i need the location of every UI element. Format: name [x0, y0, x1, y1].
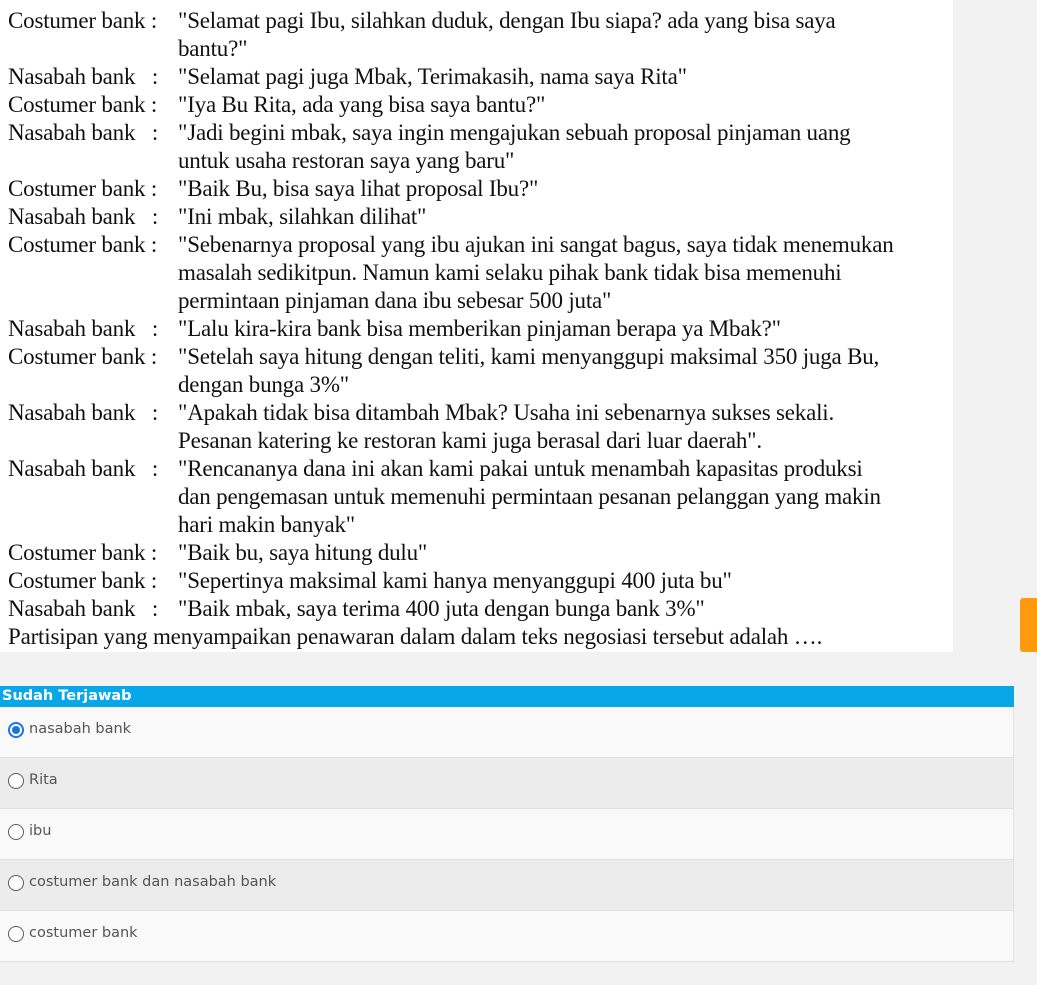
speech-text: "Baik mbak, saya terima 400 juta dengan bunga bank 3%" — [178, 596, 705, 621]
speech-text: "Iya Bu Rita, ada yang bisa saya bantu?" — [178, 92, 546, 117]
speaker-label: Costumer bank : — [8, 8, 158, 33]
speech-text: "Sebenarnya proposal yang ibu ajukan ini sangat bagus, saya tidak menemukan masalah sedikitpun. Namun kami selaku pihak bank tidak bisa memenuhi permintaan pinjaman dana ibu sebesar 500 juta" — [178, 232, 894, 313]
answer-option-label: Rita — [29, 772, 58, 788]
radio-icon[interactable] — [8, 773, 24, 789]
answer-panel — [0, 686, 1014, 962]
dialog-line — [8, 399, 953, 455]
answer-option[interactable] — [0, 860, 1014, 911]
dialog-line — [8, 7, 953, 63]
answer-option[interactable] — [0, 758, 1014, 809]
answer-option-label: ibu — [29, 823, 52, 839]
dialog-line — [8, 231, 953, 315]
dialog-line — [8, 203, 953, 231]
dialog-line — [8, 63, 953, 91]
dialog-line — [8, 539, 953, 567]
speaker-label: Nasabah bank : — [8, 400, 159, 425]
radio-icon[interactable] — [8, 926, 24, 942]
speaker-label: Nasabah bank : — [8, 456, 159, 481]
dialog-line — [8, 315, 953, 343]
answer-option-label: nasabah bank — [29, 721, 132, 737]
dialog-line — [8, 567, 953, 595]
dialog-line — [8, 91, 953, 119]
speech-text: "Baik bu, saya hitung dulu" — [178, 540, 428, 565]
speaker-label: Nasabah bank : — [8, 204, 159, 229]
answer-option[interactable] — [0, 707, 1014, 758]
speaker-label: Nasabah bank : — [8, 596, 159, 621]
answer-option[interactable] — [0, 911, 1014, 962]
speech-text: "Selamat pagi juga Mbak, Terimakasih, nama saya Rita" — [178, 64, 687, 89]
speech-text: "Sepertinya maksimal kami hanya menyanggupi 400 juta bu" — [178, 568, 732, 593]
speaker-label: Nasabah bank : — [8, 316, 159, 341]
answer-option[interactable] — [0, 809, 1014, 860]
answer-status-header: Sudah Terjawab — [0, 686, 1014, 707]
speech-text: "Jadi begini mbak, saya ingin mengajukan sebuah proposal pinjaman uang untuk usaha restoran saya yang baru" — [178, 120, 851, 173]
speaker-label: Costumer bank : — [8, 92, 158, 117]
speaker-label: Costumer bank : — [8, 232, 158, 257]
dialog-line — [8, 175, 953, 203]
radio-icon[interactable] — [8, 875, 24, 891]
speech-text: "Rencananya dana ini akan kami pakai untuk menambah kapasitas produksi dan pengemasan untuk memenuhi permintaan pesanan pelanggan yang makin hari makin banyak" — [178, 456, 881, 537]
speaker-label: Costumer bank : — [8, 540, 158, 565]
dialog — [8, 7, 953, 651]
dialog-line — [8, 119, 953, 175]
speaker-label: Costumer bank : — [8, 344, 158, 369]
speaker-label: Costumer bank : — [8, 176, 158, 201]
speech-text: "Baik Bu, bisa saya lihat proposal Ibu?" — [178, 176, 539, 201]
speech-text: "Selamat pagi Ibu, silahkan duduk, dengan Ibu siapa? ada yang bisa saya bantu?" — [178, 8, 836, 61]
radio-selected-icon[interactable] — [8, 722, 24, 738]
speech-text: "Apakah tidak bisa ditambah Mbak? Usaha ini sebenarnya sukses sekali. Pesanan katering ke restoran kami juga berasal dari luar daerah". — [178, 400, 835, 453]
side-panel-tab[interactable] — [1020, 598, 1037, 652]
answer-option-label: costumer bank — [29, 925, 138, 941]
dialog-line — [8, 455, 953, 539]
speech-text: "Setelah saya hitung dengan teliti, kami menyanggupi maksimal 350 juga Bu, dengan bunga 3%" — [178, 344, 880, 397]
speaker-label: Nasabah bank : — [8, 120, 159, 145]
speaker-label: Nasabah bank : — [8, 64, 159, 89]
question-prompt: Partisipan yang menyampaikan penawaran dalam dalam teks negosiasi tersebut adalah …. — [8, 624, 823, 649]
speaker-label: Costumer bank : — [8, 568, 158, 593]
radio-icon[interactable] — [8, 824, 24, 840]
speech-text: "Ini mbak, silahkan dilihat" — [178, 204, 427, 229]
speech-text: "Lalu kira-kira bank bisa memberikan pinjaman berapa ya Mbak?" — [178, 316, 781, 341]
dialog-line — [8, 595, 953, 623]
dialog-line — [8, 343, 953, 399]
answer-option-label: costumer bank dan nasabah bank — [29, 874, 277, 890]
